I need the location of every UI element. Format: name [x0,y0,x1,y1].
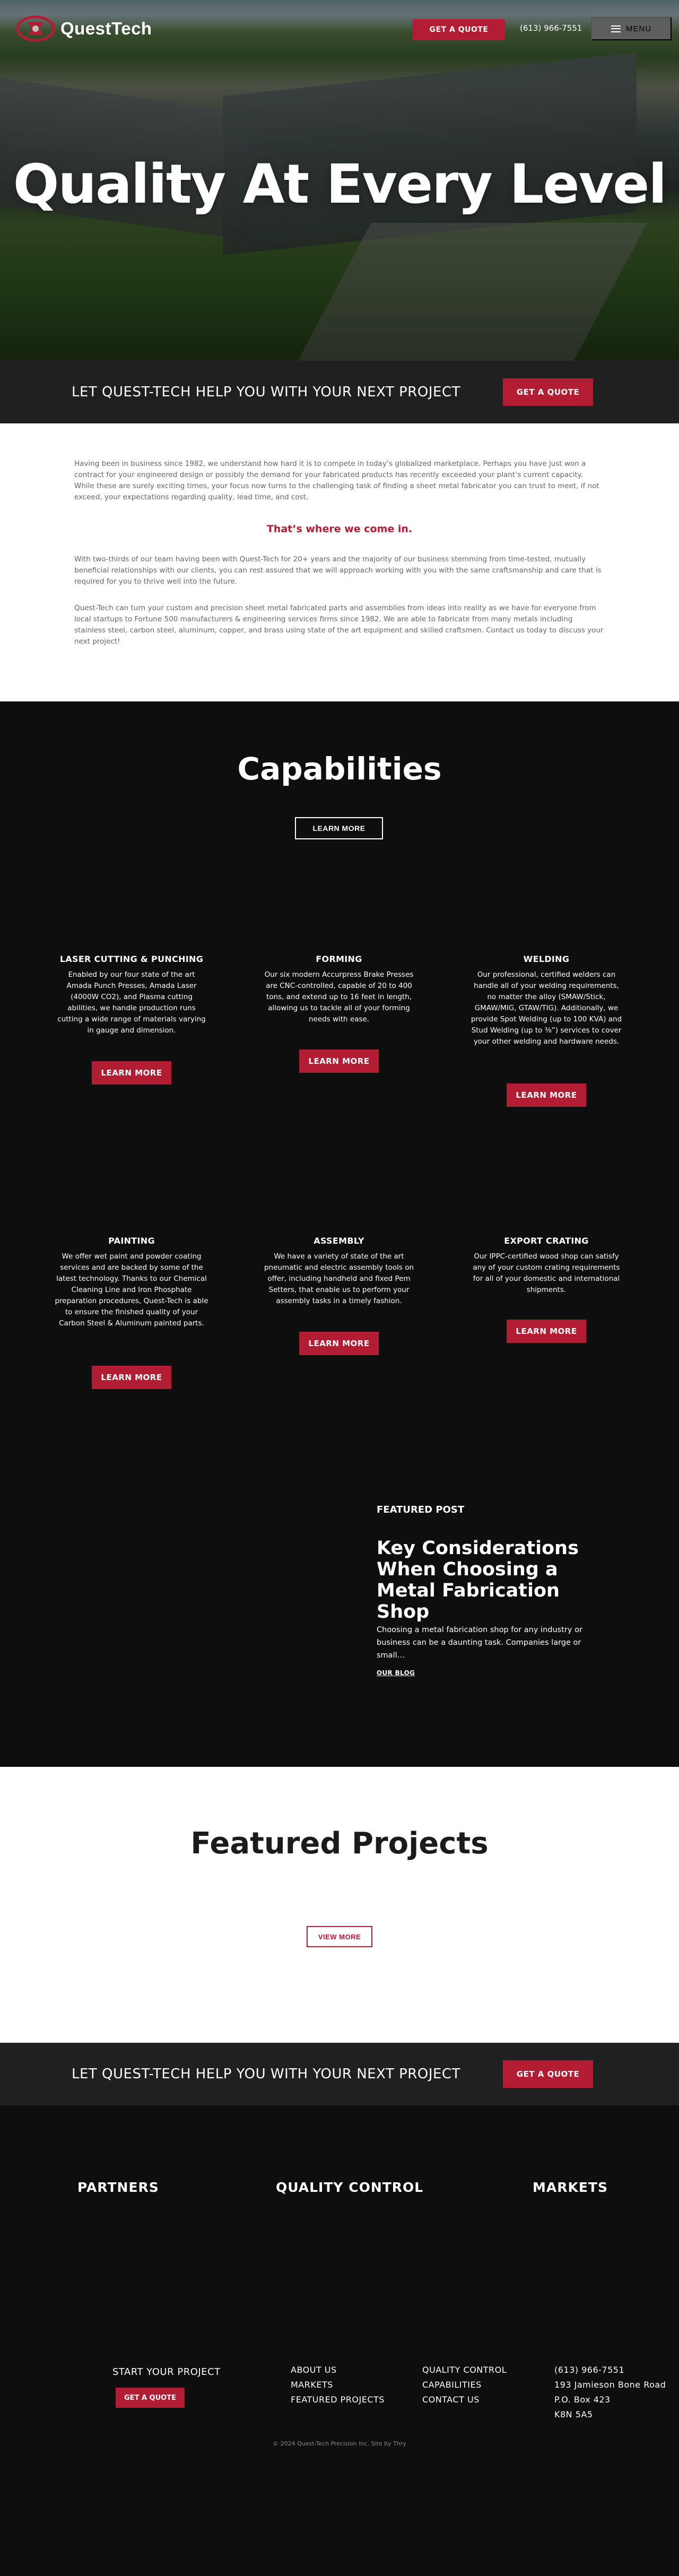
intro-section [0,423,679,701]
cta-text: LET QUEST-TECH HELP YOU WITH YOUR NEXT PROJECT [72,2066,460,2082]
footer-link-contact-us[interactable]: CONTACT US [422,2395,480,2405]
capability-title: WELDING [523,954,570,964]
view-more-button[interactable]: VIEW MORE [307,1926,372,1947]
footer-address-street: 193 Jamieson Bone Road [554,2380,666,2390]
capability-title: LASER CUTTING & PUNCHING [59,954,204,964]
footer-heading-quality-control: QUALITY CONTROL [276,2180,424,2195]
export-crating-learn-more-button[interactable]: LEARN MORE [507,1320,586,1343]
logo-text: QuestTech [60,19,152,38]
featured-post-label: FEATURED POST [377,1504,465,1515]
copyright-text: © 2024 Quest-Tech Precision Inc. Site by Thry [273,2440,406,2447]
footer-nav-1 [291,2363,385,2407]
header-phone-link[interactable]: (613) 966-7551 [520,23,582,33]
capability-title: ASSEMBLY [314,1236,364,1246]
capability-painting [55,1236,208,1329]
footer-phone-link[interactable]: (613) 966-7551 [554,2365,625,2375]
cta-band-top [0,361,679,423]
footer-link-about-us[interactable]: ABOUT US [291,2365,337,2375]
header-get-quote-button[interactable]: GET A QUOTE [413,19,505,40]
intro-paragraph-3: Quest-Tech can turn your custom and precision sheet metal fabricated parts and assemblies from ideas into reality as we have for everyone from local startups to Fortune 500 manufacturers & engineering services firms since 1982. We are able to fabricate from many metals including stainless steel, carbon steel, aluminum, copper, and brass using state of the art equipment and skilled craftsmen. Contact us today to discuss your next project! [74,604,604,646]
capability-text: Our professional, certified welders can handle all of your welding requirements, no matter the alloy (SMAW/Stick, GMAW/MIG, GTAW/TIG). Additionally, we provide Spot Welding (up to 100 KVA) and Stud Welding (up to ⅜”) services to cover your other welding and hardware needs. [471,970,622,1046]
footer-link-quality-control[interactable]: QUALITY CONTROL [422,2365,507,2375]
capabilities-title: Capabilities [237,751,442,787]
hamburger-icon [611,25,621,32]
cta-get-quote-button[interactable]: GET A QUOTE [503,2060,593,2088]
our-blog-link[interactable]: OUR BLOG [377,1669,415,1677]
capability-text: Our six modern Accurpress Brake Presses are CNC-controlled, capable of 20 to 400 tons, and extend up to 16 feet in length, allowing us to tackle all of your forming needs with ease. [264,970,414,1024]
painting-learn-more-button[interactable]: LEARN MORE [92,1366,171,1389]
intro-tagline: That’s where we come in. [266,523,413,535]
capabilities-learn-more-button[interactable]: LEARN MORE [295,817,383,839]
footer-address-box: P.O. Box 423 [554,2395,611,2405]
intro-paragraph-2: With two-thirds of our team having been with Quest-Tech for 20+ years and the majority of our business stemming from time-tested, mutually beneficial relationships with our clients, you can rest assured that we will approach working with you with the same craftsmanship and care that is required for you to thrive well into the future. [74,555,602,586]
cta-get-quote-button[interactable]: GET A QUOTE [503,378,593,406]
capability-text: We offer wet paint and powder coating services and are backed by some of the latest technology. Thanks to our Chemical Cleaning Line and Iron Phosphate preparation procedures, Quest-Tech is able to ensure the finished quality of your Carbon Steel & Aluminum painted parts. [55,1252,208,1328]
capability-assembly [262,1236,416,1307]
capability-laser-cutting [55,954,208,1036]
capability-welding [469,954,623,1047]
footer-contact [554,2363,666,2422]
cta-text: LET QUEST-TECH HELP YOU WITH YOUR NEXT PROJECT [72,384,460,400]
capability-text: Our IPPC-certified wood shop can satisfy any of your custom crating requirements for all of your domestic and international shipments. [473,1252,620,1294]
hero-title: Quality At Every Level [13,153,666,216]
featured-post-title[interactable]: Key Considerations When Choosing a Metal Fabrication Shop [377,1538,579,1623]
laser-cutting-learn-more-button[interactable]: LEARN MORE [92,1061,171,1085]
start-project-label: START YOUR PROJECT [112,2366,221,2378]
welding-learn-more-button[interactable]: LEARN MORE [507,1083,586,1107]
featured-post-excerpt: Choosing a metal fabrication shop for any industry or business can be a daunting task. Companies large or small… [377,1626,582,1660]
footer-address-postal: K8N 5A5 [554,2409,593,2419]
assembly-learn-more-button[interactable]: LEARN MORE [299,1332,379,1355]
logo-link[interactable] [16,15,152,42]
footer-get-quote-button[interactable]: GET A QUOTE [116,2388,185,2408]
featured-projects-title: Featured Projects [190,1826,489,1861]
footer-link-featured-projects[interactable]: FEATURED PROJECTS [291,2395,385,2405]
featured-projects-section [0,1767,679,2043]
capability-export-crating [469,1236,623,1296]
footer-nav-2 [422,2363,507,2407]
capability-title: PAINTING [108,1236,155,1246]
site-header [0,0,679,58]
footer-link-capabilities[interactable]: CAPABILITIES [422,2380,482,2390]
capability-text: Enabled by our four state of the art Amada Punch Presses, Amada Laser (4000W CO2), and Plasma cutting abilities, we handle production runs cutting a wide range of materials varying in gauge and dimension. [57,970,206,1035]
capability-title: EXPORT CRATING [504,1236,589,1246]
capability-forming [262,954,416,1025]
capability-title: FORMING [316,954,362,964]
footer-heading-markets: MARKETS [533,2180,608,2195]
capability-text: We have a variety of state of the art pneumatic and electric assembly tools on offer, including handheld and fixed Pem Setters, that enable us to perform your assembly tasks in a timely fashion. [264,1252,414,1305]
intro-paragraph-1: Having been in business since 1982, we understand how hard it is to compete in today’s globalized marketplace. Perhaps you have just won a contract for your engineered design or possibly the demand for your fabricated products has recently exceeded your plant’s current capacity. While these are surely exciting times, your focus now turns to the challenging task of finding a sheet metal fabricator you can trust to meet, if not exceed, your expectations regarding quality, lead time, and cost. [74,459,599,501]
footer-heading-partners: PARTNERS [77,2180,159,2195]
forming-learn-more-button[interactable]: LEARN MORE [299,1050,379,1073]
footer-link-markets[interactable]: MARKETS [291,2380,333,2390]
logo-icon [16,15,55,42]
menu-button[interactable] [591,17,672,40]
menu-label: MENU [625,24,652,33]
cta-band-bottom [0,2043,679,2105]
